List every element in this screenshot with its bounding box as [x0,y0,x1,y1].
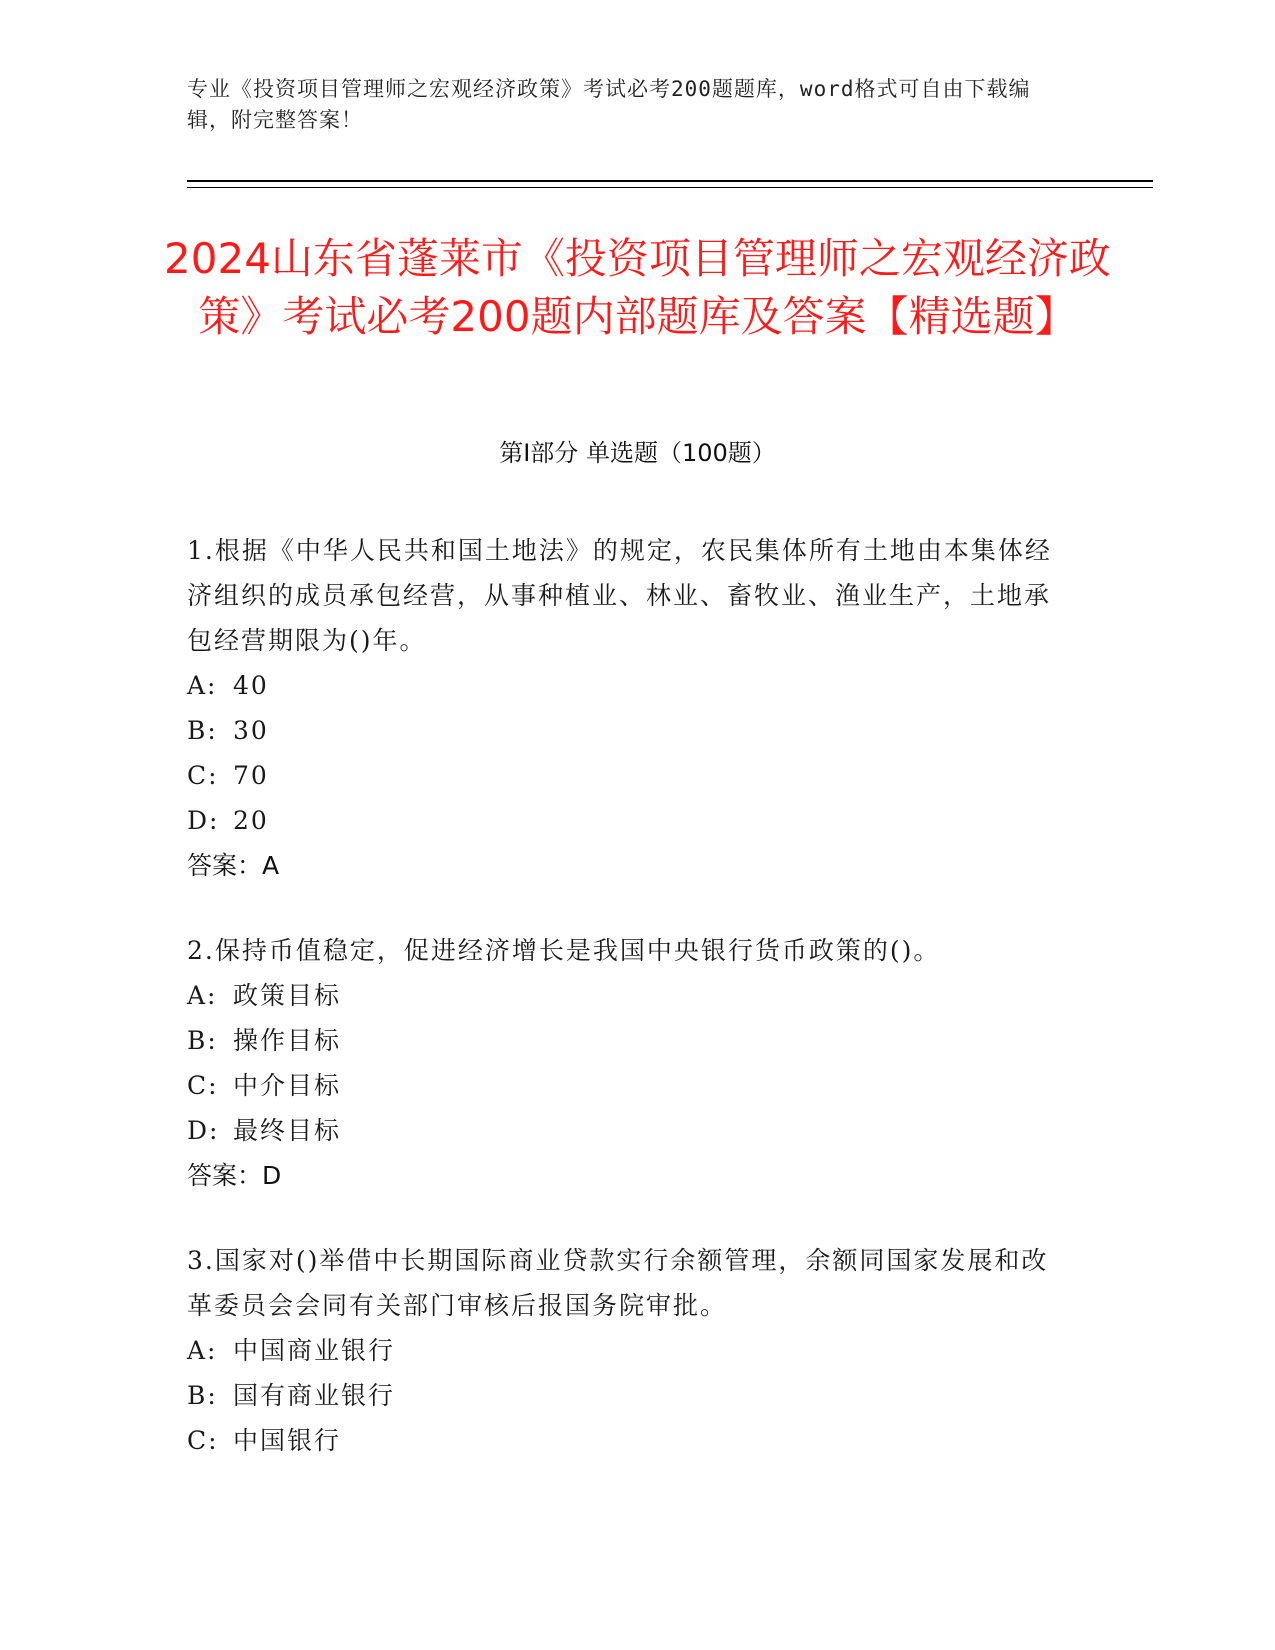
option-letter: A: [187,1336,218,1365]
header-divider-thin [187,187,1153,188]
question-stem: 3.国家对()举借中长期国际商业贷款实行余额管理，余额同国家发展和改革委员会会同有关部门审核后报国务院审批。 [187,1246,1049,1320]
option-b [187,708,1067,753]
option-text: 操作目标 [233,1026,342,1055]
option-b [187,1018,1067,1063]
option-a [187,973,1067,1018]
question-list [187,528,1067,1503]
option-text: 政策目标 [233,981,342,1010]
option-letter: D: [187,1116,220,1145]
header-divider-thick [187,180,1153,182]
question-stem: 1.根据《中华人民共和国土地法》的规定，农民集体所有土地由本集体经济组织的成员承包经营，从事种植业、林业、畜牧业、渔业生产，土地承包经营期限为()年。 [187,536,1052,655]
option-a [187,1328,1067,1373]
option-text: 中国商业银行 [233,1336,396,1365]
option-d [187,798,1067,843]
option-letter: D: [187,806,220,835]
option-a [187,663,1067,708]
option-text: 中介目标 [233,1071,342,1100]
option-b [187,1373,1067,1418]
question-1 [187,528,1067,888]
section-heading: 第I部分 单选题（100题） [499,439,776,467]
option-letter: C: [187,1426,219,1455]
option-text: 中国银行 [233,1426,342,1455]
option-letter: C: [187,761,219,790]
option-letter: A: [187,981,218,1010]
option-text: 国有商业银行 [233,1381,396,1410]
option-letter: A: [187,671,218,700]
option-c [187,753,1067,798]
question-3 [187,1238,1067,1463]
option-text: 20 [233,806,269,835]
option-text: 40 [233,671,269,700]
option-letter: B: [187,1026,218,1055]
answer-line: 答案：D [187,1161,282,1190]
option-c [187,1063,1067,1108]
option-c [187,1418,1067,1463]
question-stem: 2.保持币值稳定，促进经济增长是我国中央银行货币政策的()。 [187,936,941,965]
document-title: 2024山东省蓬莱市《投资项目管理师之宏观经济政策》考试必考200题内部题库及答案【精选题】 [164,234,1111,341]
option-text: 30 [233,716,269,745]
option-letter: B: [187,716,218,745]
option-text: 70 [233,761,269,790]
option-letter: C: [187,1071,219,1100]
option-text: 最终目标 [233,1116,342,1145]
answer-line: 答案：A [187,851,280,880]
question-2 [187,928,1067,1198]
option-letter: B: [187,1381,218,1410]
header-note: 专业《投资项目管理师之宏观经济政策》考试必考200题题库，word格式可自由下载编辑，附完整答案！ [187,77,1031,132]
option-d [187,1108,1067,1153]
